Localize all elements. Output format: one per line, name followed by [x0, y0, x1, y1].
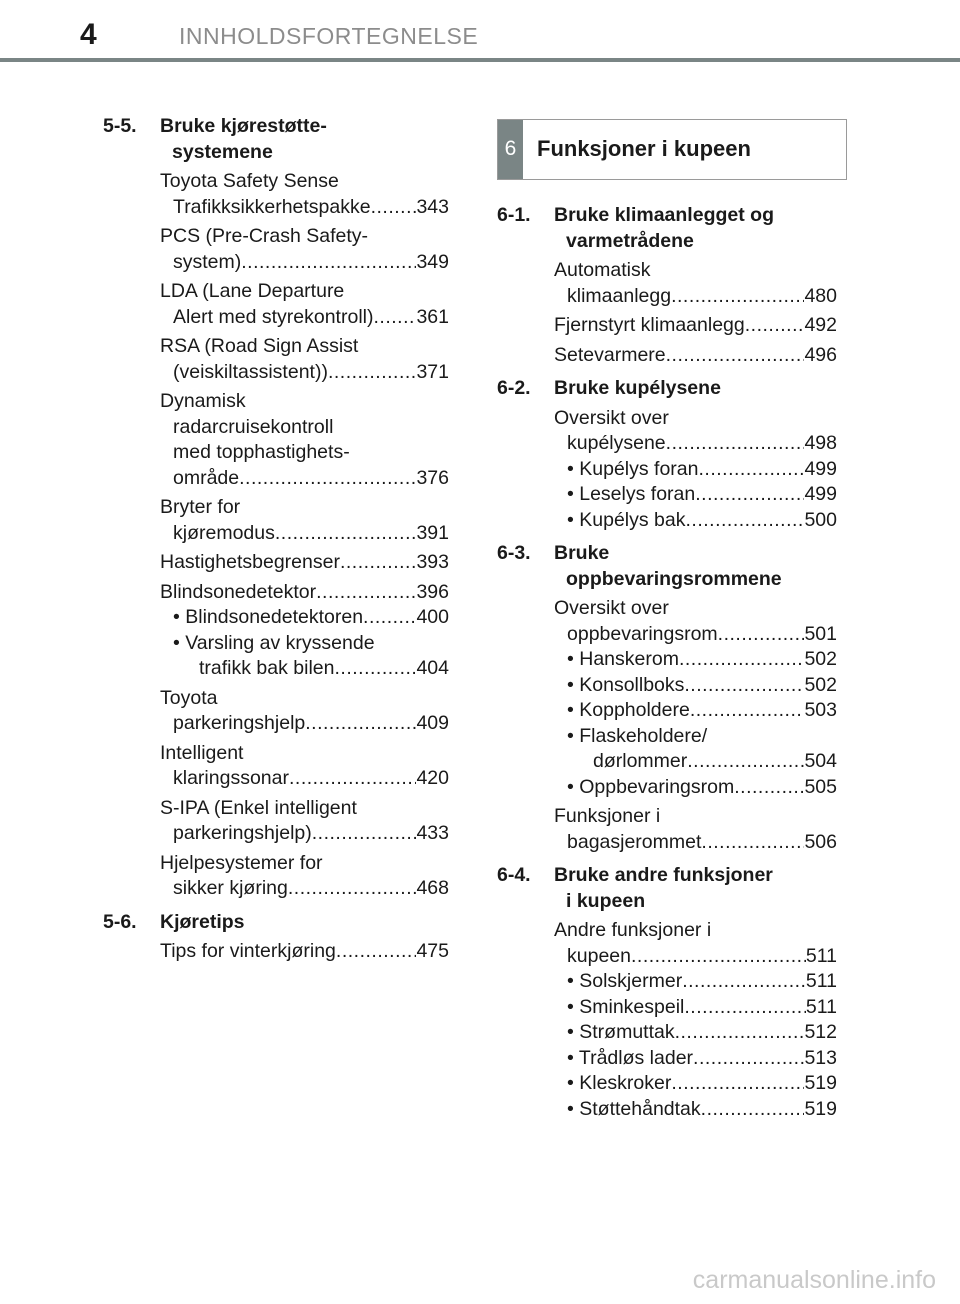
entry-label: • Trådløs lader [567, 1046, 694, 1069]
page-ref: 506 [804, 830, 837, 853]
section-title [554, 376, 837, 402]
entry-page-line[interactable] [160, 711, 449, 737]
entry-page-line[interactable] [160, 250, 449, 276]
subentry-page-line[interactable] [173, 656, 449, 682]
leader-dots [675, 1020, 805, 1046]
leader-dots [666, 343, 805, 369]
entry-line: Toyota [160, 686, 218, 709]
entry-label: Hastighetsbegrenser [160, 551, 340, 573]
leader-dots [289, 766, 416, 792]
leader-dots [328, 360, 417, 386]
toc-subentry[interactable] [554, 724, 837, 775]
entry-label: • Sminkespeil [567, 995, 685, 1018]
section-title-line: varmetrådene [566, 229, 694, 252]
toc-subentry[interactable] [554, 457, 837, 483]
entry-label: Tips for vinterkjøring [160, 940, 336, 962]
subentry-page-line[interactable] [567, 457, 837, 483]
entry-label: trafikk bak bilen [199, 657, 335, 679]
toc-section [497, 203, 837, 368]
toc-subentry[interactable] [554, 969, 837, 995]
page-ref: 502 [804, 673, 837, 696]
toc-entry[interactable] [160, 334, 449, 385]
entry-page-line[interactable] [554, 944, 837, 970]
toc-entry[interactable] [160, 939, 449, 965]
entry-line: Dynamisk [160, 390, 246, 412]
page-ref: 512 [804, 1021, 837, 1043]
entry-page-line[interactable] [160, 821, 449, 847]
section-title-line: systemene [172, 140, 273, 163]
section-number: 6-2. [497, 377, 531, 399]
page-ref: 519 [804, 1072, 837, 1094]
entry-line: radarcruisekontroll [173, 415, 334, 438]
entry-label: parkeringshjelp [173, 712, 306, 734]
entry-label: • Oppbevaringsrom [567, 775, 735, 798]
entry-line: RSA (Road Sign Assist [160, 335, 359, 357]
section-title-line: Bruke klimaanlegget og [554, 204, 774, 226]
leader-dots [679, 647, 805, 673]
section-title [554, 203, 837, 254]
section-title [160, 114, 449, 165]
section-heading [103, 910, 449, 936]
section-title-line: Kjøretips [160, 910, 245, 933]
subentry-line: • Varsling av kryssende [173, 631, 375, 654]
entry-label: klaringssonar [173, 767, 289, 789]
page-ref: 498 [804, 432, 837, 454]
chapter-tab [498, 120, 523, 179]
toc-section [497, 376, 837, 533]
page-ref: 496 [804, 343, 837, 366]
toc-entry[interactable] [160, 389, 449, 491]
page-ref: 396 [416, 580, 449, 603]
subentry-page-line[interactable] [567, 1071, 837, 1097]
toc-entry[interactable] [160, 550, 449, 576]
page-number: 4 [80, 18, 97, 51]
leader-dots [334, 656, 416, 682]
leader-dots [682, 969, 806, 995]
leader-dots [701, 830, 804, 856]
leader-dots [241, 250, 416, 276]
page-ref: 505 [804, 775, 837, 798]
section-heading [497, 203, 837, 254]
leader-dots [316, 580, 416, 606]
entry-label: • Solskjermer [567, 970, 683, 992]
entry-label: • Kleskroker [567, 1072, 672, 1094]
leader-dots [695, 482, 804, 508]
chapter-title: Funksjoner i kupeen [537, 136, 751, 161]
toc-section [103, 114, 449, 902]
entry-page-line[interactable] [160, 466, 449, 492]
page-title: INNHOLDSFORTEGNELSE [179, 23, 479, 49]
entry-label: dørlommer [593, 750, 688, 772]
subentry-line: • Flaskeholdere/ [567, 724, 708, 747]
page-ref: 393 [416, 551, 449, 573]
entry-label: • Kupélys bak [567, 508, 686, 531]
section-heading [103, 114, 449, 165]
leader-dots [373, 305, 416, 331]
entry-label: • Strømuttak [567, 1021, 675, 1043]
section-title [554, 863, 837, 914]
leader-dots [693, 1046, 804, 1072]
toc-entry[interactable] [554, 596, 837, 800]
toc-subentry[interactable] [160, 605, 449, 631]
entry-line: Bryter for [160, 496, 241, 518]
page-ref: 404 [416, 657, 449, 679]
subentry-page-line[interactable] [567, 749, 837, 775]
subentry-page-line[interactable] [567, 1020, 837, 1046]
page-ref: 519 [804, 1097, 837, 1120]
page-ref: 400 [416, 606, 449, 628]
leader-dots [684, 995, 806, 1021]
header-divider [0, 58, 960, 62]
leader-dots [239, 466, 416, 492]
subentry-page-line[interactable] [567, 995, 837, 1021]
toc-section [497, 863, 837, 1122]
entry-line: Oversikt over [554, 597, 669, 619]
section-heading [497, 541, 837, 592]
entry-page-line[interactable] [160, 305, 449, 331]
toc-entry[interactable] [160, 495, 449, 546]
entry-label: • Blindsonedetektoren [173, 606, 364, 628]
page-ref: 492 [804, 314, 837, 336]
section-title-line: Bruke [554, 542, 610, 564]
leader-dots [671, 284, 804, 310]
page-ref: 511 [805, 995, 837, 1018]
page-ref: 499 [804, 457, 837, 480]
entry-label: Blindsonedetektor [160, 580, 317, 603]
entry-label: sikker kjøring [173, 877, 288, 899]
toc-column-right [497, 203, 837, 1130]
entry-page-line[interactable] [554, 313, 837, 339]
leader-dots [671, 1071, 804, 1097]
toc-subentry[interactable] [554, 698, 837, 724]
entry-line: Toyota Safety Sense [160, 170, 339, 192]
section-heading [497, 863, 837, 914]
watermark: carmanualsonline.info [692, 1266, 936, 1294]
entry-page-line[interactable] [160, 876, 449, 902]
entry-label: system) [173, 250, 242, 273]
entry-line: PCS (Pre-Crash Safety- [160, 225, 369, 247]
entry-label: kupeen [567, 944, 631, 967]
leader-dots [701, 1097, 805, 1123]
toc-entry[interactable] [554, 313, 837, 339]
entry-line: S-IPA (Enkel intelligent [160, 796, 357, 819]
leader-dots [698, 457, 804, 483]
toc-entry[interactable] [160, 169, 449, 220]
subentry-page-line[interactable] [567, 508, 837, 534]
section-title [160, 910, 449, 936]
toc-entry[interactable] [160, 741, 449, 792]
leader-dots [734, 775, 804, 801]
page-ref: 343 [416, 195, 449, 218]
chapter-number: 6 [504, 137, 517, 160]
entry-label: • Leselys foran [567, 483, 696, 505]
leader-dots [631, 944, 806, 970]
toc-subentry[interactable] [554, 1071, 837, 1097]
entry-label: kjøremodus [173, 521, 275, 544]
entry-page-line[interactable] [160, 360, 449, 386]
entry-label: • Hanskerom [567, 648, 679, 670]
entry-line: Intelligent [160, 741, 244, 764]
entry-label: oppbevaringsrom [567, 622, 718, 645]
toc-entry[interactable] [554, 804, 837, 855]
section-title-line: Bruke andre funksjoner [554, 864, 773, 886]
section-number: 6-1. [497, 204, 531, 226]
leader-dots [718, 622, 805, 648]
toc-column-left [103, 114, 449, 973]
toc-subentry[interactable] [554, 1020, 837, 1046]
section-title-line: Bruke kjørestøtte- [160, 115, 327, 137]
entry-page-line[interactable] [554, 830, 837, 856]
entry-label: (veiskiltassistent)) [173, 360, 328, 383]
page-ref: 503 [804, 699, 837, 721]
page-ref: 502 [804, 648, 837, 670]
toc-subentry[interactable] [554, 775, 837, 801]
page-ref: 475 [416, 940, 449, 962]
toc-entry[interactable] [160, 851, 449, 902]
page-ref: 501 [804, 622, 837, 645]
leader-dots [336, 939, 417, 965]
entry-line: Funksjoner i [554, 805, 661, 827]
entry-page-line[interactable] [554, 284, 837, 310]
toc-subentry[interactable] [554, 647, 837, 673]
entry-label: parkeringshjelp) [173, 822, 312, 844]
toc-entry[interactable] [160, 686, 449, 737]
leader-dots [371, 195, 417, 221]
entry-page-line[interactable] [554, 343, 837, 369]
entry-label: • Kupélys foran [567, 457, 699, 480]
subentry-page-line[interactable] [567, 1097, 837, 1123]
entry-label: Trafikksikkerhetspakke [173, 195, 371, 218]
chapter-box [497, 119, 847, 180]
leader-dots [690, 698, 805, 724]
subentry-page-line[interactable] [567, 1046, 837, 1072]
leader-dots [312, 821, 417, 847]
page-ref: 409 [416, 712, 449, 734]
toc-subentry[interactable] [554, 1046, 837, 1072]
subentry-page-line[interactable] [567, 698, 837, 724]
leader-dots [687, 749, 804, 775]
page-ref: 391 [416, 521, 449, 544]
page-header [0, 0, 960, 62]
entry-label: Alert med styrekontroll) [173, 305, 374, 328]
toc-entry[interactable] [160, 279, 449, 330]
section-number: 5-5. [103, 115, 137, 137]
section-heading [497, 376, 837, 402]
entry-label: • Støttehåndtak [567, 1097, 701, 1120]
page-ref: 513 [804, 1046, 837, 1069]
entry-line: Andre funksjoner i [554, 919, 712, 941]
toc-entry[interactable] [554, 918, 837, 1122]
entry-page-line[interactable] [160, 195, 449, 221]
entry-line: Hjelpesystemer for [160, 851, 323, 874]
subentry-page-line[interactable] [567, 673, 837, 699]
leader-dots [275, 521, 417, 547]
page-ref: 511 [805, 944, 837, 967]
subentry-page-line[interactable] [567, 969, 837, 995]
section-title-line: i kupeen [566, 889, 646, 912]
page-ref: 371 [416, 360, 449, 383]
entry-label: Setevarmere [554, 343, 666, 366]
leader-dots [684, 673, 804, 699]
leader-dots [745, 313, 805, 339]
entry-label: bagasjerommet [567, 830, 702, 853]
toc-section [497, 541, 837, 855]
entry-line: Oversikt over [554, 406, 669, 429]
page-ref: 433 [416, 822, 449, 844]
entry-line: Automatisk [554, 259, 651, 281]
section-number: 6-4. [497, 864, 531, 886]
page-ref: 511 [805, 970, 837, 992]
toc-entry[interactable] [160, 580, 449, 682]
page-ref: 468 [416, 877, 449, 899]
entry-page-line[interactable] [160, 521, 449, 547]
section-title [554, 541, 837, 592]
subentry-page-line[interactable] [173, 605, 449, 631]
toc-section [103, 910, 449, 965]
entry-label: klimaanlegg [567, 284, 672, 307]
subentry-page-line[interactable] [567, 775, 837, 801]
page-ref: 480 [804, 284, 837, 307]
subentry-page-line[interactable] [567, 647, 837, 673]
entry-line: LDA (Lane Departure [160, 280, 345, 302]
page-ref: 361 [416, 305, 449, 328]
section-number: 5-6. [103, 910, 137, 933]
section-number: 6-3. [497, 542, 531, 564]
entry-label: kupélysene [567, 432, 666, 454]
leader-dots [666, 431, 805, 457]
entry-page-line[interactable] [160, 580, 449, 606]
entry-line: med topphastighets- [173, 441, 350, 463]
entry-page-line[interactable] [160, 550, 449, 576]
leader-dots [363, 605, 416, 631]
toc-subentry[interactable] [554, 1097, 837, 1123]
page-ref: 420 [416, 767, 449, 789]
toc-subentry[interactable] [160, 631, 449, 682]
page-ref: 376 [416, 466, 449, 489]
page-ref: 500 [804, 508, 837, 531]
toc-subentry[interactable] [554, 673, 837, 699]
page-ref: 499 [804, 483, 837, 505]
toc-entry[interactable] [554, 258, 837, 309]
entry-page-line[interactable] [554, 431, 837, 457]
leader-dots [340, 550, 417, 576]
toc-subentry[interactable] [554, 995, 837, 1021]
entry-page-line[interactable] [160, 766, 449, 792]
toc-entry[interactable] [160, 224, 449, 275]
entry-label: område [173, 466, 240, 489]
section-title-line: oppbevaringsrommene [566, 567, 782, 590]
entry-label: • Konsollboks [567, 673, 685, 696]
leader-dots [288, 876, 417, 902]
toc-entry[interactable] [554, 343, 837, 369]
subentry-page-line[interactable] [567, 482, 837, 508]
page-ref: 349 [416, 250, 449, 273]
page-ref: 504 [804, 750, 837, 772]
entry-label: Fjernstyrt klimaanlegg [554, 314, 745, 336]
entry-page-line[interactable] [160, 939, 449, 965]
toc-subentry[interactable] [554, 482, 837, 508]
leader-dots [305, 711, 416, 737]
entry-page-line[interactable] [554, 622, 837, 648]
entry-label: • Koppholdere [567, 699, 690, 721]
toc-entry[interactable] [160, 796, 449, 847]
toc-subentry[interactable] [554, 508, 837, 534]
section-title-line: Bruke kupélysene [554, 377, 721, 399]
toc-entry[interactable] [554, 406, 837, 534]
leader-dots [685, 508, 804, 534]
